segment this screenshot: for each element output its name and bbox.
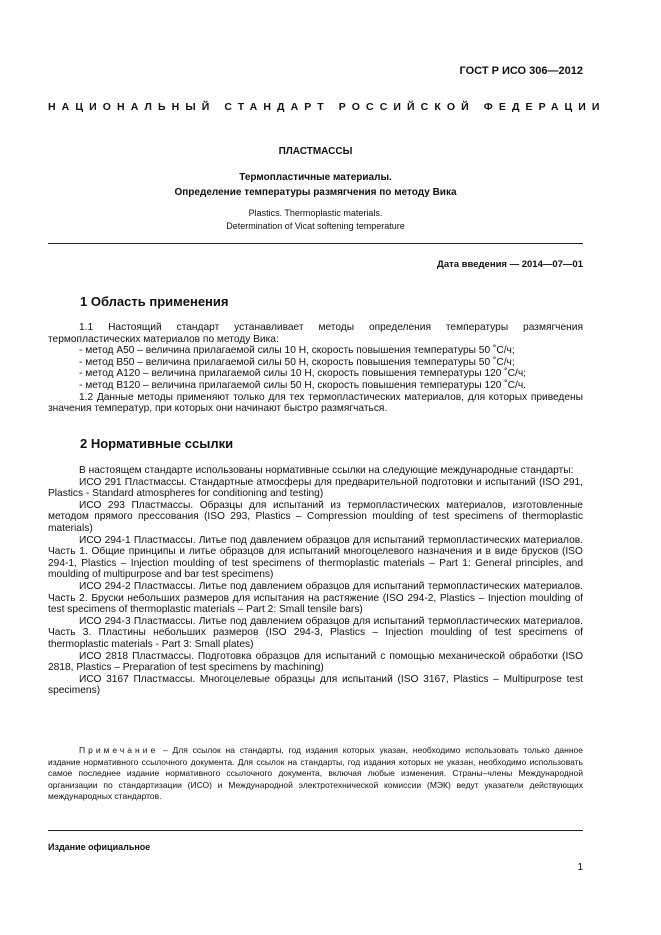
reference-item: ИСО 2818 Пластмассы. Подготовка образцов для испытаний с помощью механической обработки (ISO 2818, Plastics – Preparation of test specimens by machining) [48,650,583,674]
section-1-paragraph-2: 1.2 Данные методы применяют только для тех термопластических материалов, для которых приведены значения температур, при которых они начинают быстро размягчаться. [48,391,583,415]
section-1-paragraph-1: 1.1 Настоящий стандарт устанавливает методы определения температуры размягчения термопластических материалов по методу Вика: [48,322,583,345]
english-title-line-2: Determination of Vicat softening temperature [226,221,405,231]
note-paragraph [48,745,583,803]
method-item: - метод А50 – величина прилагаемой силы 10 Н, скорость повышения температуры 50 ˚С/ч; [79,345,515,357]
introduction-date: Дата введения — 2014—07—01 [437,259,583,270]
method-item: - метод В50 – величина прилагаемой силы 50 Н, скорость повышения температуры 50 ˚С/ч; [79,356,515,368]
document-code: ГОСТ Р ИСО 306—2012 [459,65,583,77]
official-edition-label: Издание официальное [48,842,151,852]
section-2-body [48,465,583,697]
method-item: - метод В120 – величина прилагаемой силы 50 Н, скорость повышения температуры 120 ˚С/ч. [79,379,526,391]
national-standard-banner: НАЦИОНАЛЬНЫЙ СТАНДАРТ РОССИЙСКОЙ ФЕДЕРАЦИИ [48,101,606,113]
reference-item: ИСО 294-3 Пластмассы. Литье под давлением образцов для испытаний термопластических материалов. Часть 3. Пластины небольших размеров (ISO 294-3, Plastics – Injection moulding of test specimens of thermoplastic materials - Part 3: Small plates) [48,615,583,650]
reference-item: ИСО 3167 Пластмассы. Многоцелевые образцы для испытаний (ISO 3167, Plastics – Multipurpose test specimens) [48,673,583,697]
section-2-heading: 2 Нормативные ссылки [80,436,234,451]
english-title [48,207,583,233]
note-block [48,745,583,803]
subtitle-line-2: Определение температуры размягчения по методу Вика [174,187,457,198]
section-1-heading: 1 Область применения [80,294,229,309]
english-title-line-1: Plastics. Thermoplastic materials. [248,208,383,218]
title-divider [48,243,583,244]
reference-item: ИСО 294-2 Пластмассы. Литье под давлением образцов для испытаний термопластических материалов. Часть 2. Бруски небольших размеров для испытания на растяжение (ISO 294-2, Plastics – Injection moulding of test specimens of thermoplastic materials – Part 2: Small tensile bars) [48,580,583,616]
document-subtitle [48,170,583,200]
method-item: - метод А120 – величина прилагаемой силы 10 Н, скорость повышения температуры 120 ˚С/ч; [79,368,526,380]
reference-item: ИСО 291 Пластмассы. Стандартные атмосферы для предварительной подготовки и испытаний (ISO 291, Plastics - Standard atmospheres for conditioning and testing) [48,476,583,500]
document-title: ПЛАСТМАССЫ [278,146,353,157]
section-1-body [48,322,583,415]
note-text: – Для ссылок на стандарты, год издания которых указан, необходимо использовать только данное издание нормативного ссылочного документа. Для ссылок на стандарты, год издания которых не указан, необходимо использовать самое последнее издание нормативного ссылочного документа, включая любые изменения. Страны–члены Международной организации по стандартизации (ИСО) и Международной электротехнической комиссии (МЭК) ведут указатели действующих международных стандартов. [48,745,583,802]
page-number: 1 [577,862,583,873]
footer-divider [48,830,583,831]
reference-item: ИСО 293 Пластмассы. Образцы для испытаний из термопластических материалов, изготовленные методом прямого прессования (ISO 293, Plastics – Compression moulding of test specimens of thermoplastic materials) [48,499,583,534]
reference-item: ИСО 294-1 Пластмассы. Литье под давлением образцов для испытаний термопластических материалов. Часть 1. Общие принципы и литье образцов для испытаний многоцелевого назначения и в виде брусков (ISO 294-1, Plastics – Injection moulding of test specimens of thermoplastic materials – Part 1: General principles, and moulding of multipurpose and bar test specimens) [48,534,583,581]
subtitle-line-1: Термопластичные материалы. [239,172,392,183]
section-2-intro: В настоящем стандарте использованы нормативные ссылки на следующие международные стандарты: [79,465,574,476]
note-label: Примечание [79,745,159,755]
